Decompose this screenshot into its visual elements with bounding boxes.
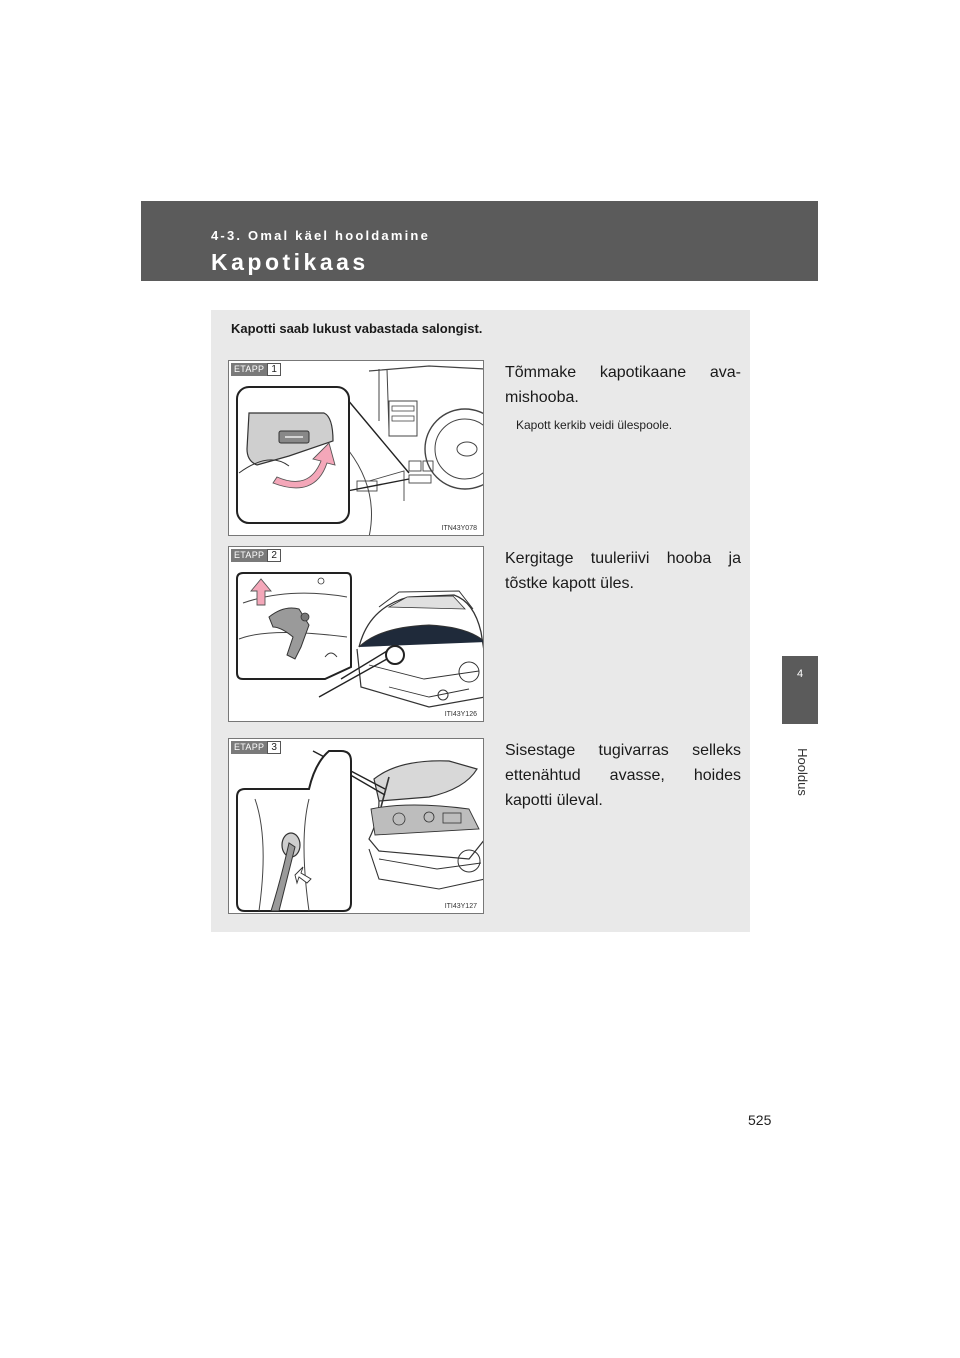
car-hood-icon	[359, 625, 484, 647]
step-3	[228, 738, 748, 914]
step-number: 3	[267, 741, 281, 754]
section-header	[141, 201, 818, 281]
step-1	[228, 360, 748, 536]
step-tag: ETAPP	[231, 741, 267, 754]
figure-code: ITN43Y078	[441, 525, 477, 532]
content-panel	[211, 310, 750, 932]
chapter-number: 4	[796, 668, 804, 680]
step-2-figure	[228, 546, 484, 722]
support-rod-illustration	[229, 739, 484, 914]
figure-code: ITI43Y127	[444, 903, 477, 910]
step-number: 1	[267, 363, 281, 376]
chapter-label: Hooldus	[795, 748, 810, 796]
step-number: 2	[267, 549, 281, 562]
hood-release-illustration	[229, 361, 484, 536]
chapter-tab	[782, 656, 818, 724]
step-2-instruction: Kergitage tuuleriivi hooba ja tõstke kapott üles.	[505, 550, 741, 592]
step-1-note: Kapott kerkib veidi ülespoole.	[516, 418, 673, 432]
catch-location-icon	[386, 646, 404, 664]
step-2	[228, 546, 748, 722]
step-1-figure	[228, 360, 484, 536]
page-title: Kapotikaas	[211, 249, 369, 275]
section-label: 4-3. Omal käel hooldamine	[211, 228, 430, 243]
intro-text: Kapotti saab lukust vabastada salongist.	[231, 321, 483, 336]
step-1-instruction: Tõmmake kapotikaane ava-mishooba.	[505, 364, 741, 406]
figure-code: ITI43Y126	[444, 711, 477, 718]
step-badge	[231, 549, 281, 562]
open-hood-icon	[374, 761, 477, 801]
safety-catch-illustration	[229, 547, 484, 722]
steering-logo-icon	[457, 442, 477, 456]
page-number: 525	[748, 1112, 772, 1128]
step-3-figure	[228, 738, 484, 914]
step-tag: ETAPP	[231, 549, 267, 562]
step-3-instruction: Sisestage tugivarras selleks ettenähtud avasse, hoides kapotti üleval.	[505, 742, 741, 809]
step-tag: ETAPP	[231, 363, 267, 376]
step-badge	[231, 741, 281, 754]
step-badge	[231, 363, 281, 376]
